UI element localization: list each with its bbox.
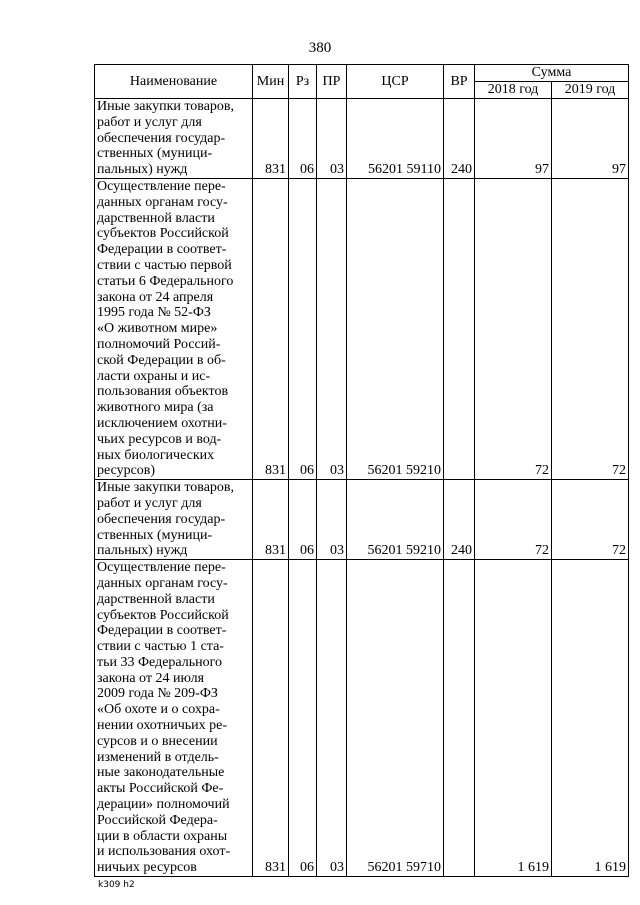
row-name-line: обеспечения государ- xyxy=(97,130,226,146)
row-name-line: ствии с частью первой xyxy=(97,257,232,273)
row-name-line: Осуществление пере- xyxy=(97,178,226,194)
cell-csr: 56201 59210 xyxy=(347,480,444,560)
row-name-line: нении охотничьих ре- xyxy=(97,718,228,734)
row-name-line: закона от 24 июля xyxy=(97,670,205,686)
cell-min: 831 xyxy=(253,560,289,877)
row-name-line: ственных (муници- xyxy=(97,527,213,543)
row-name xyxy=(95,480,253,560)
cell-min: 831 xyxy=(253,99,289,179)
cell-y2019: 72 xyxy=(552,480,629,560)
row-name-line: акты Российской Фе- xyxy=(97,781,224,797)
header-csr: ЦСР xyxy=(347,65,444,99)
row-name-line: Федерации в соответ- xyxy=(97,623,227,639)
row-name-line: ской Федерации в об- xyxy=(97,352,226,368)
table-row xyxy=(95,480,629,560)
row-name-line: субъектов Российской xyxy=(97,226,229,242)
row-name-line: пользования объектов xyxy=(97,384,229,400)
cell-vr: 240 xyxy=(444,99,475,179)
row-name xyxy=(95,178,253,479)
header-2019: 2019 год xyxy=(552,82,629,99)
row-name-line: ственных (муници- xyxy=(97,146,213,162)
row-name-line: 2009 года № 209-ФЗ xyxy=(97,686,218,702)
row-name-line: данных органам госу- xyxy=(97,575,228,591)
row-name-line: Осуществление пере- xyxy=(97,560,226,576)
cell-min: 831 xyxy=(253,178,289,479)
row-name-line: изменений в отдель- xyxy=(97,749,219,765)
cell-pr: 03 xyxy=(317,480,347,560)
cell-y2018: 72 xyxy=(475,480,552,560)
cell-y2019: 72 xyxy=(552,178,629,479)
cell-min: 831 xyxy=(253,480,289,560)
cell-vr xyxy=(444,560,475,877)
cell-csr: 56201 59210 xyxy=(347,178,444,479)
cell-y2019: 1 619 xyxy=(552,560,629,877)
page-number: 380 xyxy=(308,40,332,56)
row-name-line: исключением охотни- xyxy=(97,415,227,431)
row-name-line: работ и услуг для xyxy=(97,114,202,130)
row-name-line: животного мира (за xyxy=(97,400,214,416)
row-name-line: «Об охоте и о сохра- xyxy=(97,702,220,718)
row-name-line: Иные закупки товаров, xyxy=(97,99,235,114)
row-name-line: субъектов Российской xyxy=(97,607,229,623)
header-sum: Сумма xyxy=(475,65,629,82)
row-name-line: пальных) нужд xyxy=(97,162,188,178)
row-name-line: полномочий Россий- xyxy=(97,336,221,352)
header-rz: Рз xyxy=(289,65,317,99)
row-name-line: чьих ресурсов и вод- xyxy=(97,431,222,447)
cell-rz: 06 xyxy=(289,560,317,877)
row-name-line: дарственной власти xyxy=(97,591,215,607)
header-vr: ВР xyxy=(444,65,475,99)
row-name-line: данных органам госу- xyxy=(97,194,228,210)
cell-pr: 03 xyxy=(317,99,347,179)
row-name xyxy=(95,99,253,179)
table-row xyxy=(95,178,629,479)
row-name-line: ных биологических xyxy=(97,447,215,463)
row-name-line: дерации» полномочий xyxy=(97,797,230,813)
cell-pr: 03 xyxy=(317,178,347,479)
budget-table xyxy=(94,64,629,877)
header-2018: 2018 год xyxy=(475,82,552,99)
row-name-line: пальных) нужд xyxy=(97,543,188,559)
cell-vr xyxy=(444,178,475,479)
row-name-line: ствии с частью 1 ста- xyxy=(97,639,224,655)
row-name-line: ласти охраны и ис- xyxy=(97,368,211,384)
row-name-line: «О животном мире» xyxy=(97,321,218,337)
row-name-line: сурсов и о внесении xyxy=(97,733,218,749)
row-name-line: ции в области охраны xyxy=(97,828,228,844)
cell-csr: 56201 59710 xyxy=(347,560,444,877)
cell-y2019: 97 xyxy=(552,99,629,179)
row-name-line: закона от 24 апреля xyxy=(97,289,214,305)
header-min: Мин xyxy=(253,65,289,99)
table-row xyxy=(95,560,629,877)
cell-pr: 03 xyxy=(317,560,347,877)
row-name-line: и использования охот- xyxy=(97,844,231,860)
row-name-line: ресурсов) xyxy=(97,463,156,479)
table-row xyxy=(95,99,629,179)
row-name-line: Федерации в соответ- xyxy=(97,242,227,258)
row-name-line: обеспечения государ- xyxy=(97,511,226,527)
cell-y2018: 1 619 xyxy=(475,560,552,877)
cell-y2018: 97 xyxy=(475,99,552,179)
row-name-line: дарственной власти xyxy=(97,210,215,226)
cell-rz: 06 xyxy=(289,99,317,179)
footer-code: k309 h2 xyxy=(98,880,135,890)
row-name-line: Иные закупки товаров, xyxy=(97,480,235,496)
row-name xyxy=(95,560,253,877)
cell-rz: 06 xyxy=(289,178,317,479)
cell-y2018: 72 xyxy=(475,178,552,479)
cell-rz: 06 xyxy=(289,480,317,560)
cell-csr: 56201 59110 xyxy=(347,99,444,179)
cell-vr: 240 xyxy=(444,480,475,560)
row-name-line: работ и услуг для xyxy=(97,495,202,511)
row-name-line: тьи 33 Федерального xyxy=(97,654,223,670)
header-pr: ПР xyxy=(317,65,347,99)
header-name: Наименование xyxy=(95,65,253,99)
row-name-line: ничьих ресурсов xyxy=(97,860,197,876)
row-name-line: ные законодательные xyxy=(97,765,225,781)
row-name-line: 1995 года № 52-ФЗ xyxy=(97,305,211,321)
row-name-line: Российской Федера- xyxy=(97,812,218,828)
row-name-line: статьи 6 Федерального xyxy=(97,273,234,289)
